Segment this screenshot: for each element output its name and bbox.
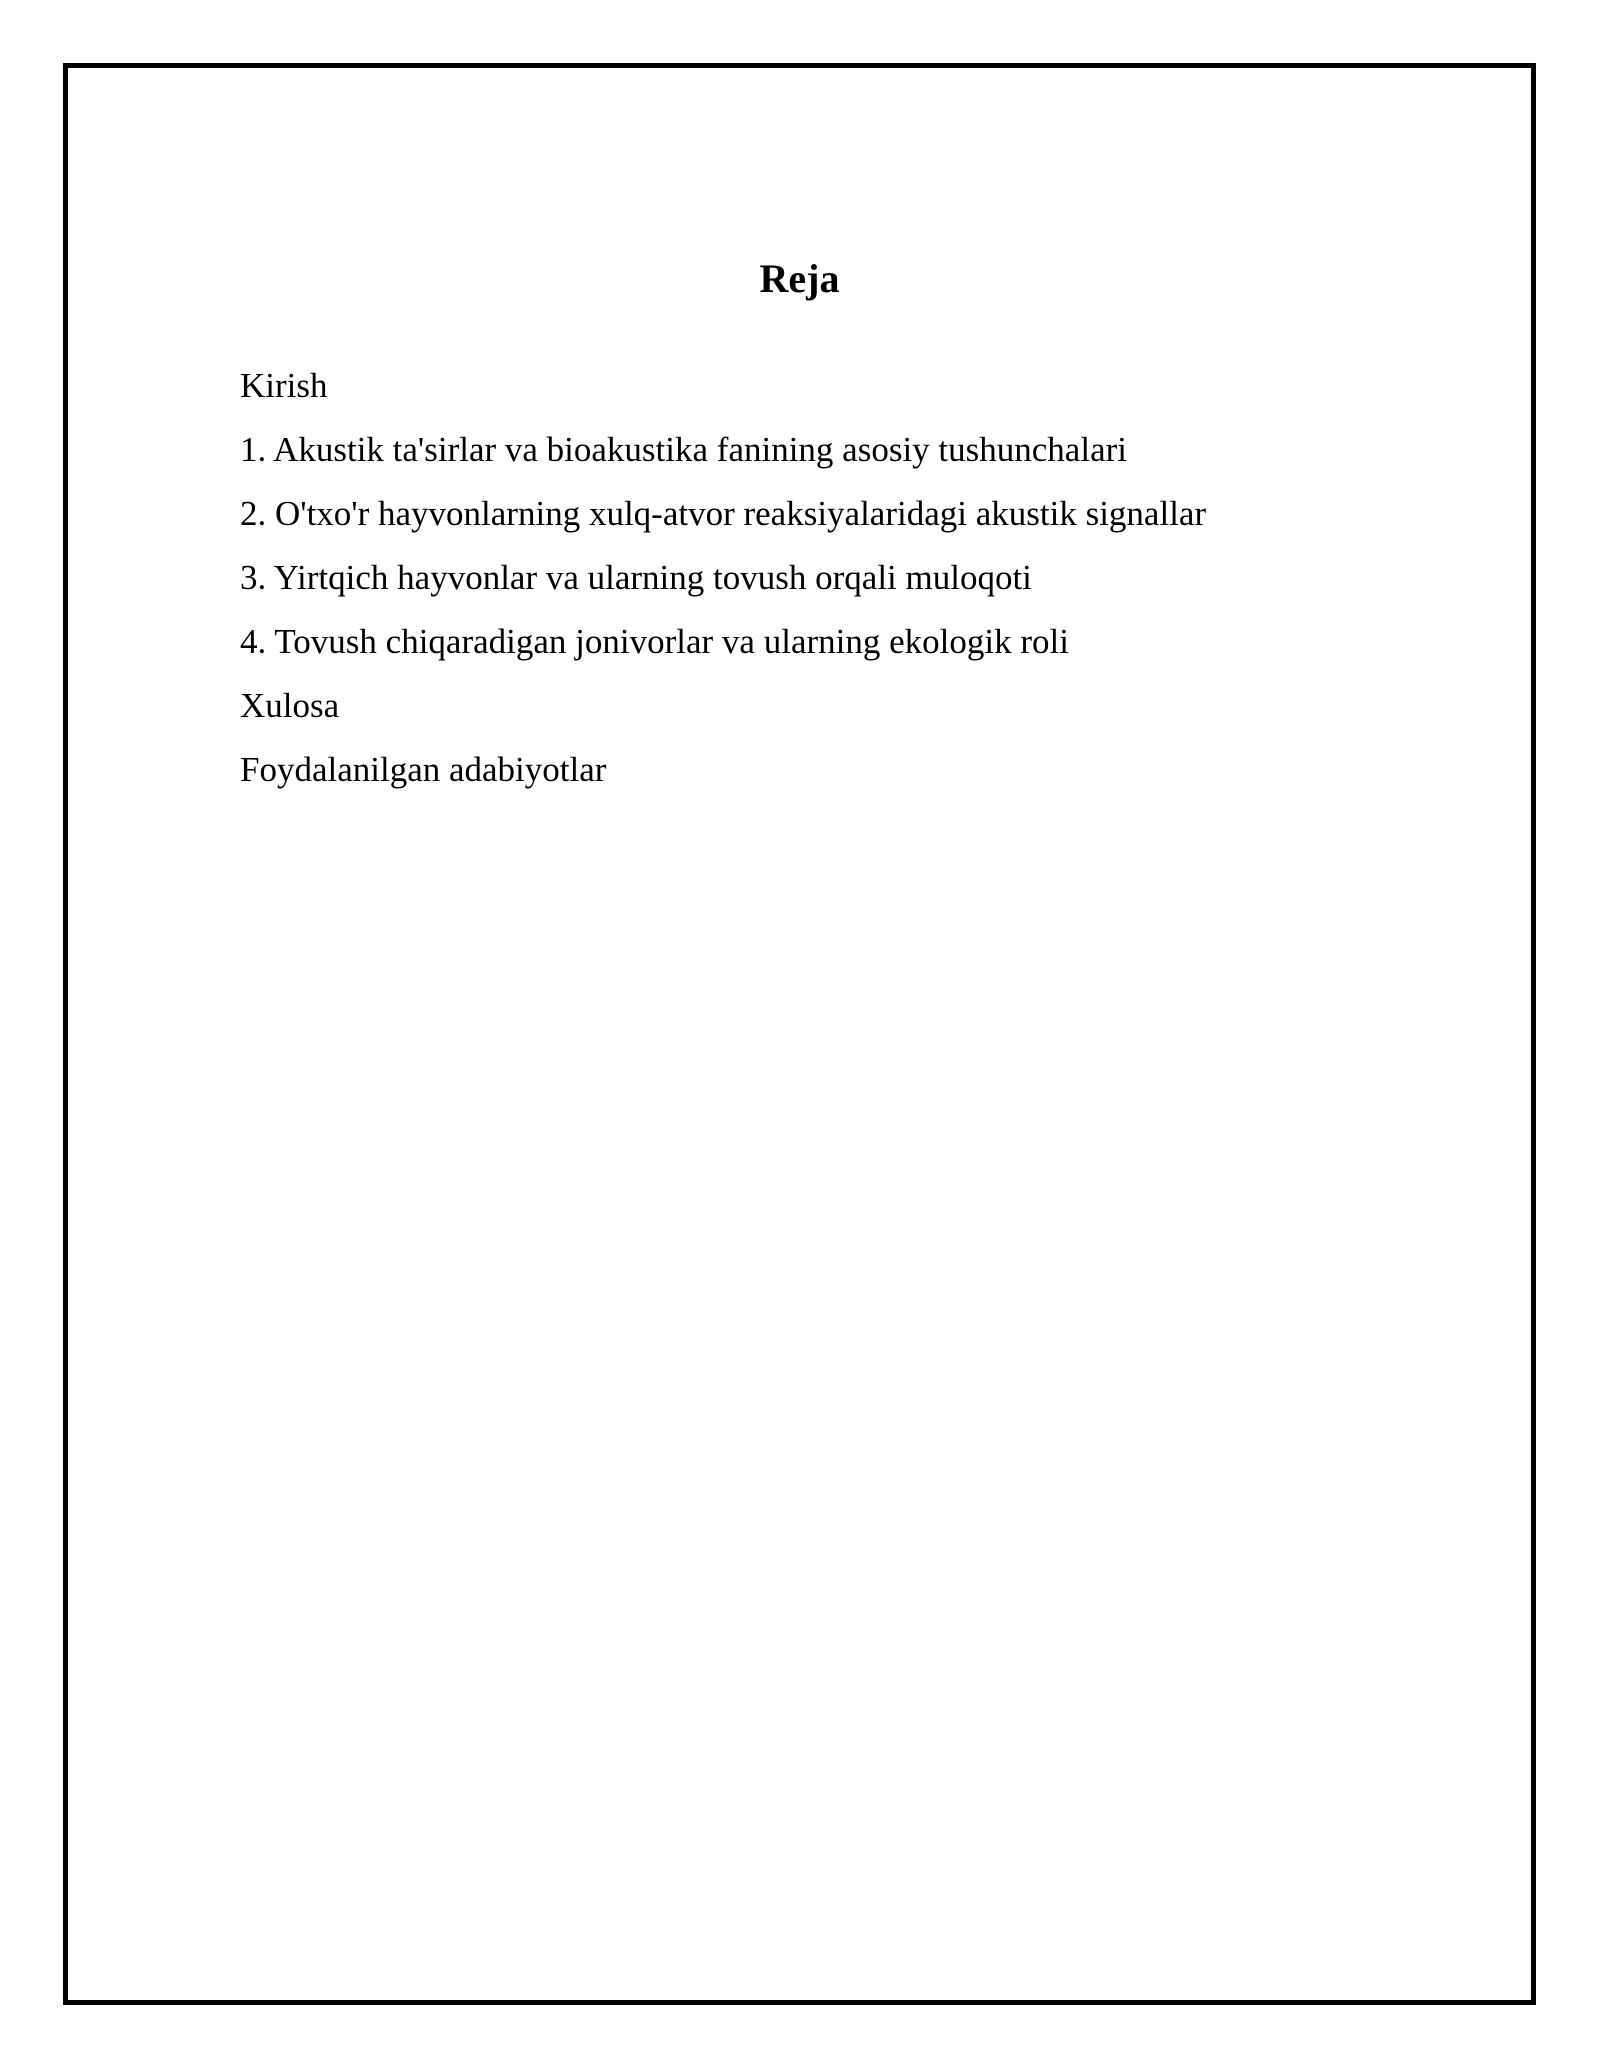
page-frame (63, 63, 1536, 2005)
plan-list (240, 354, 1206, 802)
page-title: Reja (759, 256, 840, 301)
plan-item-references: Foydalanilgan adabiyotlar (240, 750, 607, 789)
plan-item-4: 4. Tovush chiqaradigan jonivorlar va ularning ekologik roli (240, 622, 1069, 661)
plan-item-conclusion: Xulosa (240, 686, 340, 725)
plan-item-introduction: Kirish (240, 366, 328, 405)
plan-item-2: 2. O'txo'r hayvonlarning xulq-atvor reaksiyalaridagi akustik signallar (240, 494, 1207, 533)
plan-item-1: 1. Akustik ta'sirlar va bioakustika fanining asosiy tushunchalari (240, 430, 1127, 469)
plan-item-3: 3. Yirtqich hayvonlar va ularning tovush orqali muloqoti (240, 558, 1032, 597)
